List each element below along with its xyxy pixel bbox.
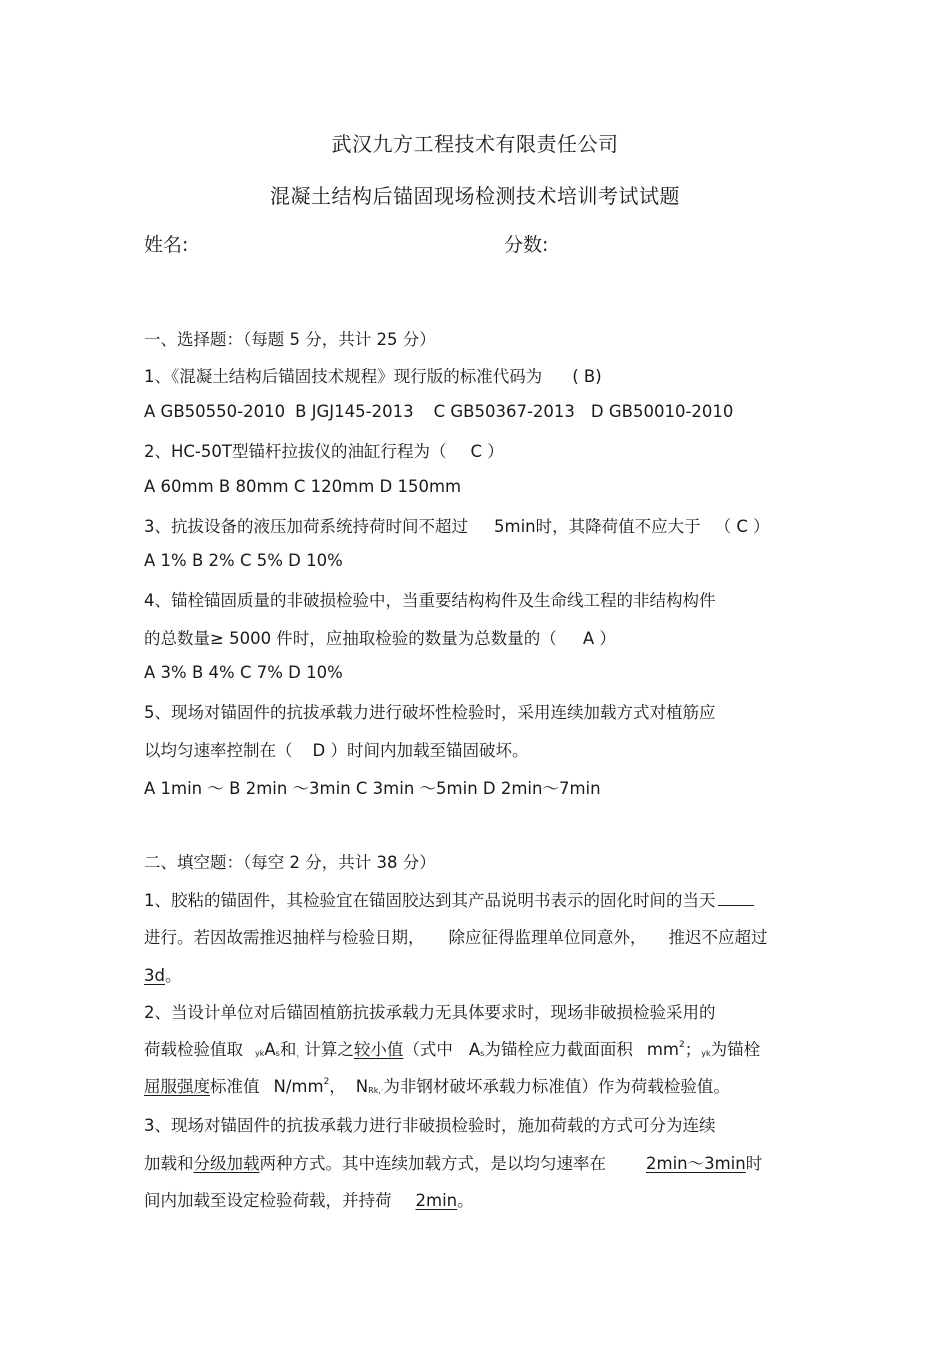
- q2-2-answer2: 屈服强度: [144, 1077, 210, 1096]
- q2-1-answer: 3d: [144, 966, 165, 985]
- q1-1-answer: ( B): [572, 367, 602, 386]
- q1-5-stem2: 以均匀速率控制在（: [144, 741, 293, 760]
- q1-3-options: A 1% B 2% C 5% D 10%: [144, 551, 343, 570]
- section1-heading: 一、选择题：（每题 5 分，共计 25 分）: [144, 330, 436, 349]
- q2-1-line1-text: 1、胶粘的锚固件，其检验宜在锚固胶达到其产品说明书表示的固化时间的当天: [144, 891, 716, 910]
- q1-1-opt-d: D GB50010-2010: [590, 402, 734, 421]
- q2-2-line3b: ，: [329, 1077, 346, 1096]
- q1-4-options: A 3% B 4% C 7% D 10%: [144, 663, 343, 682]
- as-symbol-2: A: [468, 1040, 481, 1059]
- q2-1-line3: [144, 962, 181, 986]
- q1-5-answer: D ）: [312, 741, 347, 760]
- q2-3-answer1: 分级加载: [193, 1154, 260, 1173]
- section2-heading: 二、填空题：（每空 2 分，共计 38 分）: [144, 853, 436, 872]
- q2-2-line2c: 计算之: [304, 1040, 354, 1059]
- q2-1-line2c: 推迟不应超过: [668, 928, 768, 947]
- q1-4-line1: 4、锚栓锚固质量的非破损检验中，当重要结构构件及生命线工程的非结构构件: [144, 591, 716, 610]
- q2-2-line2: [144, 1036, 760, 1060]
- q1-5-line1: 5、现场对锚固件的抗拔承载力进行破坏性检验时，采用连续加载方式对植筋应: [144, 703, 716, 722]
- q2-3-line2b: 两种方式。其中连续加载方式，是以均匀速率在: [259, 1154, 606, 1173]
- q1-2-options: A 60mm B 80mm C 120mm D 150mm: [144, 477, 462, 496]
- q2-2-answer1: 较小值: [353, 1040, 404, 1059]
- unit-mm2-sup: 2: [678, 1040, 685, 1050]
- q2-3-answer2: 2min～3min: [646, 1154, 746, 1173]
- q1-3: [144, 513, 770, 537]
- q1-3-value: 5min: [494, 517, 536, 536]
- unit-nmm2-sup: 2: [323, 1077, 330, 1087]
- q2-3-line2c: 时: [745, 1154, 763, 1173]
- q2-3-line3b: 。: [457, 1191, 474, 1210]
- q2-3-line2a: 加载和: [144, 1154, 194, 1173]
- q1-4-line2: [144, 625, 616, 649]
- q2-1-line2b: 除应征得监理单位同意外，: [448, 928, 647, 947]
- unit-mm2: mm: [646, 1040, 679, 1059]
- answer-blank: [718, 891, 754, 906]
- q1-1-stem: 1、《混凝土结构后锚固技术规程》现行版的标准代码为: [144, 367, 543, 386]
- semicolon: ；: [684, 1040, 702, 1059]
- q1-3-answer: （ C ）: [714, 517, 770, 536]
- fyk-subscript: yk: [255, 1049, 265, 1058]
- nrk-dot: ·: [380, 1086, 384, 1095]
- q1-4-stem2: 的总数量≥ 5000 件时，应抽取检验的数量为总数量的（: [144, 629, 557, 648]
- nrk-symbol: N: [355, 1077, 369, 1096]
- q1-1-opt-b: B JGJ145-2013: [295, 402, 414, 421]
- q2-3-answer3: 2min: [415, 1191, 458, 1210]
- q2-3-line3a: 间内加载至设定检验荷载，并持荷: [144, 1191, 392, 1210]
- q1-2: [144, 438, 504, 462]
- q2-1-line2a: 进行。若因故需推迟抽样与检验日期，: [144, 928, 425, 947]
- fyk-subscript-2: yk: [701, 1049, 711, 1058]
- q2-1-end: 。: [164, 966, 182, 985]
- q1-5-options: A 1min ～ B 2min ～3min C 3min ～5min D 2min～7min: [144, 779, 601, 798]
- comma-symbol: ，: [296, 1049, 305, 1058]
- q2-2-line3a: 标准值: [210, 1077, 260, 1096]
- unit-nmm2: N/mm: [273, 1077, 324, 1096]
- q1-1-opt-c: C GB50367-2013: [433, 402, 575, 421]
- q1-1: [144, 363, 602, 387]
- q2-3-line1: 3、现场对锚固件的抗拔承载力进行非破损检验时，施加荷载的方式可分为连续: [144, 1116, 716, 1135]
- q2-2-line2b: 和: [279, 1040, 297, 1059]
- q2-1-line1: [144, 887, 754, 911]
- nrk-subscript: Rk,: [368, 1086, 381, 1095]
- q2-3-line2: [144, 1150, 762, 1174]
- q2-2-line2d: （式中: [403, 1040, 453, 1059]
- q2-2-line1: 2、当设计单位对后锚固植筋抗拔承载力无具体要求时，现场非破损检验采用的: [144, 1003, 716, 1022]
- as-subscript-2: s: [480, 1049, 485, 1058]
- q1-3-stem: 3、抗拔设备的液压加荷系统持荷时间不超过: [144, 517, 468, 536]
- as-symbol: A: [264, 1040, 276, 1059]
- score-label: 分数:: [504, 234, 549, 256]
- q2-1-line2: [144, 924, 768, 948]
- q1-4-answer: A ）: [582, 629, 616, 648]
- q1-3-stem2: 时，其降荷值不应大于: [535, 517, 701, 536]
- name-label: 姓名:: [144, 234, 189, 256]
- q2-2-line3c: 为非钢材破坏承载力标准值）作为荷载检验值。: [383, 1077, 730, 1096]
- q2-2-line3: [144, 1073, 730, 1097]
- as-subscript: s: [275, 1049, 280, 1058]
- q2-3-line3: [144, 1187, 474, 1211]
- q1-1-options: [144, 402, 733, 421]
- q2-2-line2e: 为锚栓应力截面面积: [484, 1040, 633, 1059]
- q2-2-line2a: 荷载检验值取: [144, 1040, 243, 1059]
- q1-5-stem2-end: 时间内加载至锚固破坏。: [346, 741, 529, 760]
- q2-2-line2f: 为锚栓: [710, 1040, 761, 1059]
- q1-2-answer: C ）: [470, 442, 504, 461]
- q1-2-stem: 2、HC-50T型锚杆拉拔仪的油缸行程为（: [144, 442, 447, 461]
- company-name: 武汉九方工程技术有限责任公司: [331, 132, 619, 156]
- q1-5-line2: [144, 737, 528, 761]
- q1-1-opt-a: A GB50550-2010: [144, 402, 286, 421]
- exam-title: 混凝土结构后锚固现场检测技术培训考试试题: [270, 184, 680, 208]
